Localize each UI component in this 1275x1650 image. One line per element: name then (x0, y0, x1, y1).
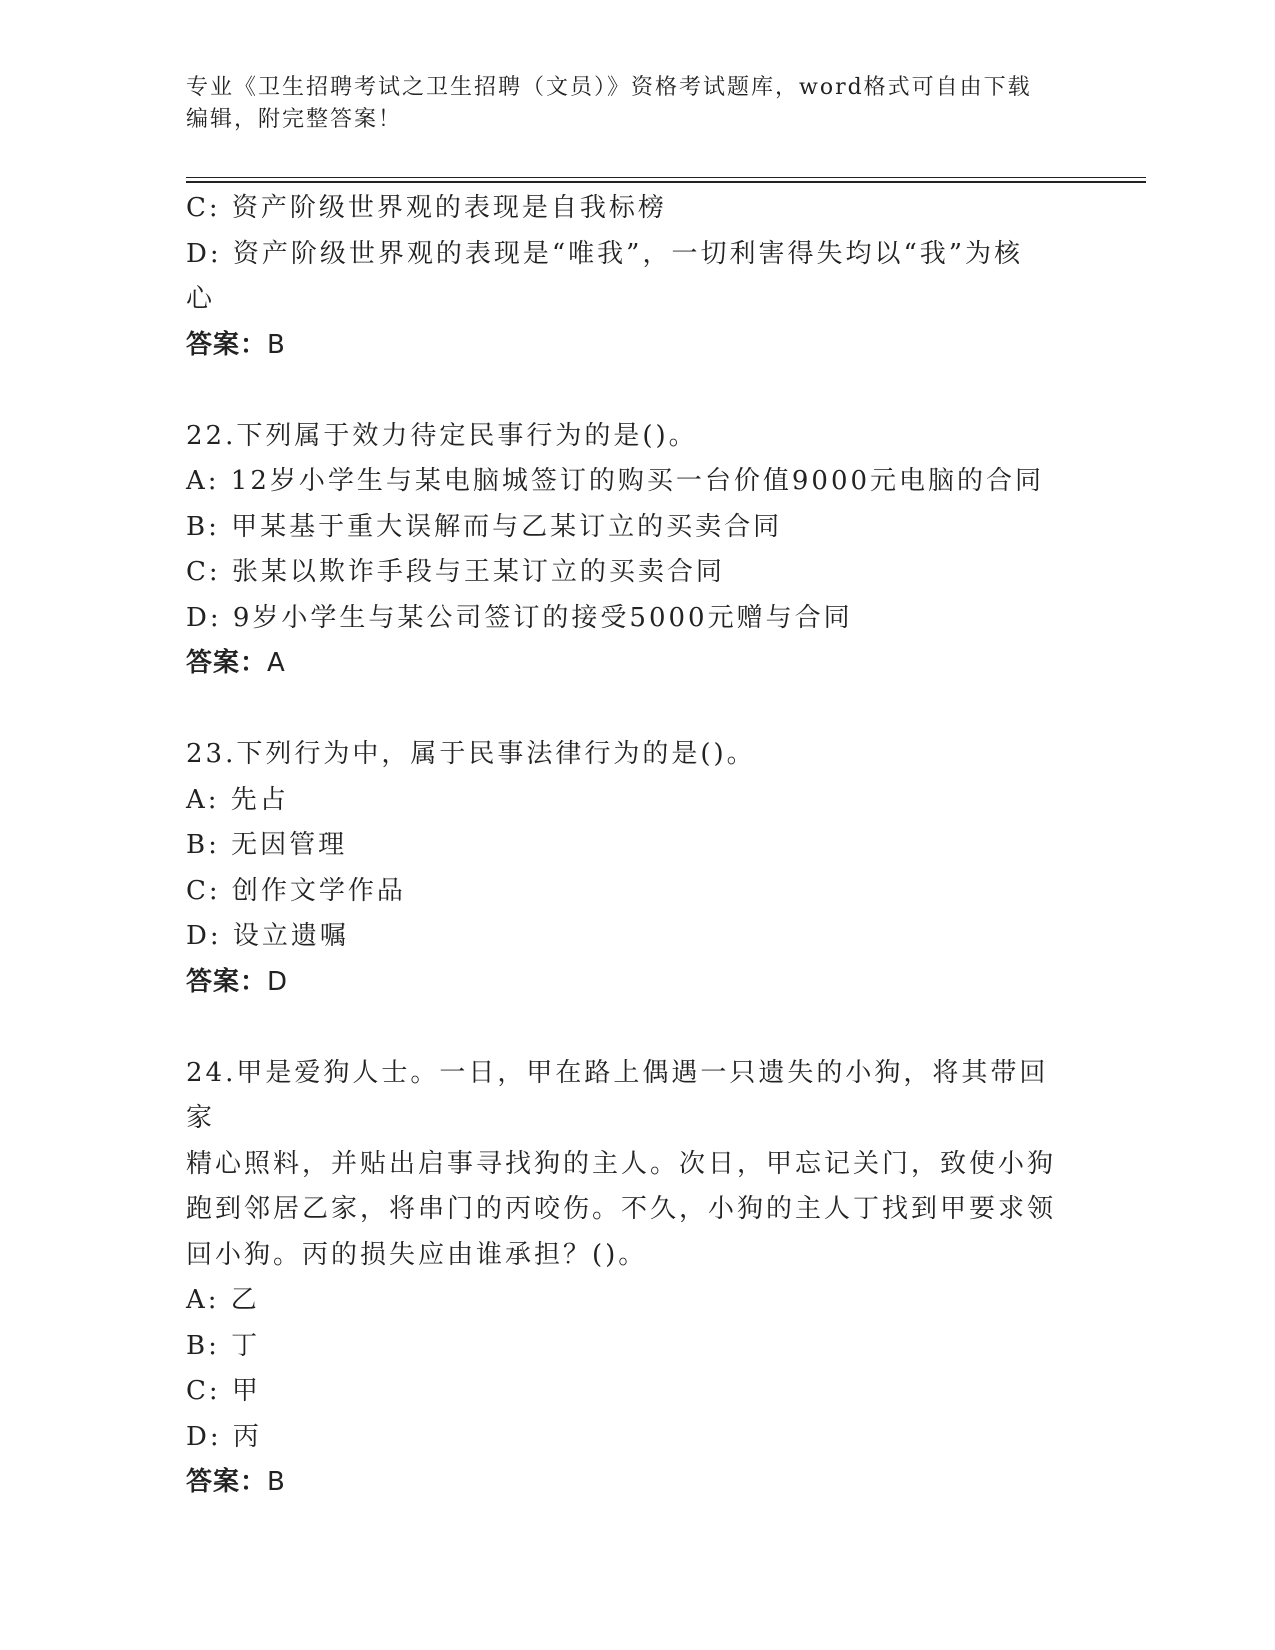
document-header (186, 72, 1066, 136)
option-a: A: 12岁小学生与某电脑城签订的购买一台价值9000元电脑的合同 (186, 466, 1045, 496)
answer-line (186, 1460, 1066, 1506)
spacer (186, 687, 1066, 733)
answer-line (186, 323, 1066, 369)
option-c: C: 张某以欺诈手段与王某订立的买卖合同 (186, 557, 725, 587)
question-stem-line-2: 精心照料，并贴出启事寻找狗的主人。次日，甲忘记关门，致使小狗 (186, 1148, 1057, 1179)
question-24 (186, 1051, 1066, 1506)
option-b: B: 甲某基于重大误解而与乙某订立的买卖合同 (186, 511, 783, 542)
answer-value: A (267, 648, 286, 678)
option-d-line-2: 心 (186, 284, 216, 314)
header-line-1: 专业《卫生招聘考试之卫生招聘（文员）》资格考试题库，word格式可自由下载 (186, 75, 1032, 100)
option-b: B: 无因管理 (186, 830, 348, 860)
option-a: A: 乙 (186, 1285, 260, 1315)
question-23 (186, 732, 1066, 1005)
question-stem-line-3: 跑到邻居乙家，将串门的丙咬伤。不久，小狗的主人丁找到甲要求领 (186, 1194, 1057, 1224)
answer-label: 答案： (186, 966, 268, 997)
question-stem-line-4: 回小狗。丙的损失应由谁承担？()。 (186, 1239, 648, 1270)
header-line-2: 编辑，附完整答案！ (186, 107, 403, 132)
question-22 (186, 414, 1066, 687)
answer-line (186, 641, 1066, 687)
answer-line (186, 960, 1066, 1006)
answer-value: D (267, 966, 289, 997)
option-c: C: 资产阶级世界观的表现是自我标榜 (186, 193, 667, 223)
option-d: D: 9岁小学生与某公司签订的接受5000元赠与合同 (186, 602, 853, 633)
option-b: B: 丁 (186, 1330, 261, 1361)
option-d-line-1: D: 资产阶级世界观的表现是“唯我”，一切利害得失均以“我”为核 (186, 238, 1024, 269)
question-content (186, 186, 1066, 1506)
answer-label: 答案： (186, 1467, 268, 1497)
answer-label: 答案： (186, 329, 268, 360)
option-d: D: 设立遗嘱 (186, 921, 349, 951)
answer-label: 答案： (186, 648, 268, 678)
option-d: D: 丙 (186, 1421, 262, 1452)
spacer (186, 1005, 1066, 1051)
option-a: A: 先占 (186, 784, 289, 815)
header-divider-thin (186, 177, 1146, 178)
answer-value: B (267, 1467, 286, 1497)
question-stem: 23.下列行为中，属于民事法律行为的是()。 (186, 739, 756, 769)
option-c: C: 甲 (186, 1376, 261, 1406)
question-stem-line-1: 24.甲是爱狗人士。一日，甲在路上偶遇一只遗失的小狗，将其带回家 (186, 1057, 1049, 1133)
question-stem: 22.下列属于效力待定民事行为的是()。 (186, 420, 698, 451)
header-divider-thick (186, 181, 1146, 183)
answer-value: B (267, 329, 286, 360)
spacer (186, 368, 1066, 414)
question-21-tail (186, 186, 1066, 368)
option-c: C: 创作文学作品 (186, 875, 406, 906)
